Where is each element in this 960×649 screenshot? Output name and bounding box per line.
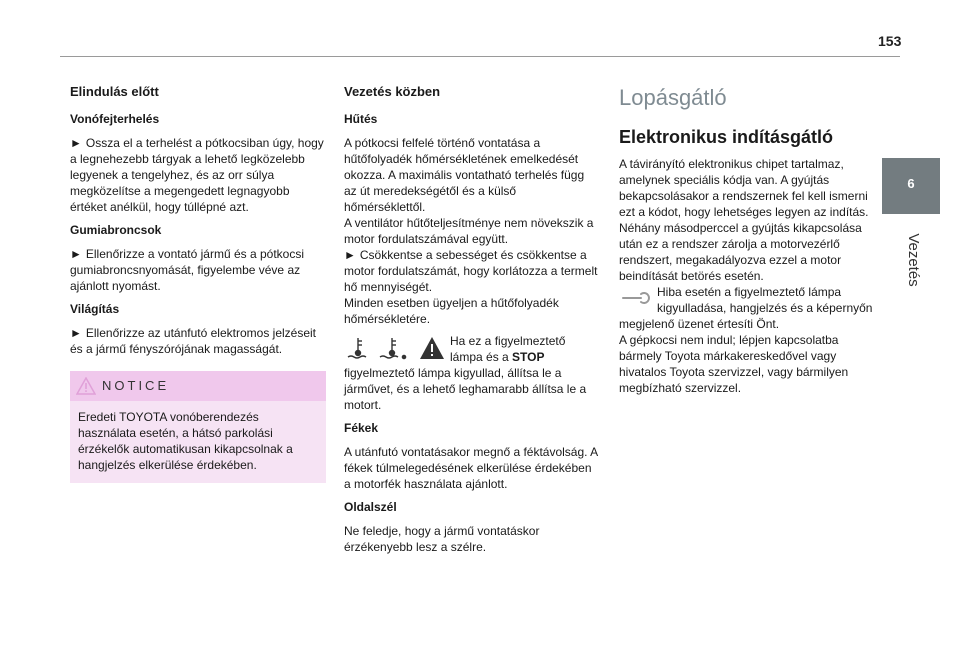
notice-title: NOTICE xyxy=(102,378,170,393)
paragraph-tyres: ► Ellenőrizze a vontató jármű és a pótkocsi gumiabroncsnyomását, figyelembe véve az ajánlott nyomást. xyxy=(70,247,304,293)
page-number: 153 xyxy=(878,33,902,49)
section-title-immobiliser: Elektronikus indításgátló xyxy=(619,127,834,147)
arrow-bullet: ► xyxy=(70,136,82,150)
coolant-warning-text: Ha ez a figyelmeztető lámpa és a STOP figyelmeztető lámpa kigyullad, állítsa le a járművet, és a lehető leghamarabb állítsa le a motort. xyxy=(344,334,587,412)
paragraph-cooling: A pótkocsi felfelé történő vontatása a hűtőfolyadék hőmérsékletének emelkedését okozza. A maximális vontatható terhelés függ az út meredekségétől és a külső hőmérséklettől. A ventilátor hűtőteljesítménye nem növekszik a motor fordulatszámával együtt. ► Csökkentse a sebességet és csökkentse a motor fordulatszámát, hogy korlátozza a termelt hő mennyiségét. Minden esetben ügyeljen a hűtőfolyadék hőmérsékletére. xyxy=(344,136,598,326)
notice-header xyxy=(70,371,326,401)
paragraph-drawbar-load: ► Ossza el a terhelést a pótkocsiban úgy, hogy a legnehezebb tárgyak a lehető legközelebb legyenek a tengelyhez, és az orr súlya megközelítse a megengedett legnagyobb értéket anélkül, hogy túllépné azt. xyxy=(70,136,324,214)
subsection-title-lighting: Világítás xyxy=(70,302,120,316)
coolant-warning-row xyxy=(344,333,600,413)
coolant-temperature-icon xyxy=(348,338,366,358)
paragraph-lighting: ► Ellenőrizze az utánfutó elektromos jelzéseit és a jármű fényszórójának magasságát. xyxy=(70,326,317,356)
paragraph-crosswind: Ne feledje, hogy a jármű vontatáskor érzékenyebb lesz a szélre. xyxy=(344,524,540,554)
subsection-title-brakes: Fékek xyxy=(344,421,379,435)
chapter-label: Vezetés xyxy=(905,233,922,287)
paragraph-brakes: A utánfutó vontatásakor megnő a féktávolság. A fékek túlmelegedésének elkerülése érdekében a motorfék használata ajánlott. xyxy=(344,445,598,491)
coolant-temperature-warning-icons xyxy=(344,335,446,361)
subsection-title-tyres: Gumiabroncsok xyxy=(70,223,162,237)
arrow-bullet: ► xyxy=(70,247,82,261)
immobiliser-fault-text: Hiba esetén a figyelmeztető lámpa kigyulladása, hangjelzés és a képernyőn megjelenő üzenet értesíti Önt. xyxy=(619,285,873,331)
coolant-temperature-level-icon xyxy=(380,338,406,359)
section-title-while-driving: Vezetés közben xyxy=(344,84,441,99)
wrench-icon xyxy=(619,286,653,308)
subsection-title-cooling: Hűtés xyxy=(344,112,378,126)
warning-triangle-icon xyxy=(420,337,444,359)
paragraph-contact-dealer: A gépkocsi nem indul; lépjen kapcsolatba bármely Toyota márkakereskedővel vagy hivatalos Toyota szervizzel, vagy bármilyen megbízható szervizzel. xyxy=(619,333,849,395)
column-before-departure xyxy=(70,84,326,483)
chapter-section-title: Lopásgátló xyxy=(619,85,727,110)
immobiliser-fault-row xyxy=(619,284,881,332)
column-anti-theft xyxy=(619,84,881,396)
section-title-before-departure: Elindulás előtt xyxy=(70,84,159,99)
notice-box xyxy=(70,371,326,483)
subsection-title-crosswind: Oldalszél xyxy=(344,500,397,514)
column-while-driving xyxy=(344,84,600,563)
notice-text: Eredeti TOYOTA vonóberendezés használata esetén, a hátsó parkolási érzékelők automatikusan kikapcsolnak a hangjelzés elkerülése érdekében. xyxy=(78,410,293,472)
arrow-bullet: ► xyxy=(344,248,356,262)
top-rule xyxy=(60,56,900,57)
chapter-number: 6 xyxy=(907,176,915,191)
chapter-tab[interactable] xyxy=(882,158,940,214)
warning-triangle-icon xyxy=(76,377,96,395)
paragraph-immobiliser: A távirányító elektronikus chipet tartalmaz, amelynek speciális kódja van. A gyújtás bekapcsolásakor a rendszernek fel kell ismerni ezt a kódot, hogy lehetséges legyen az indítás. Néhány másodperccel a gyújtás kikapcsolása után ez a rendszer zárolja a motorvezérlő rendszert, megakadályozva ezzel a motor beindítását betörés esetén. xyxy=(619,157,869,283)
subsection-title-drawbar-load: Vonófejterhelés xyxy=(70,112,160,126)
arrow-bullet: ► xyxy=(70,326,82,340)
